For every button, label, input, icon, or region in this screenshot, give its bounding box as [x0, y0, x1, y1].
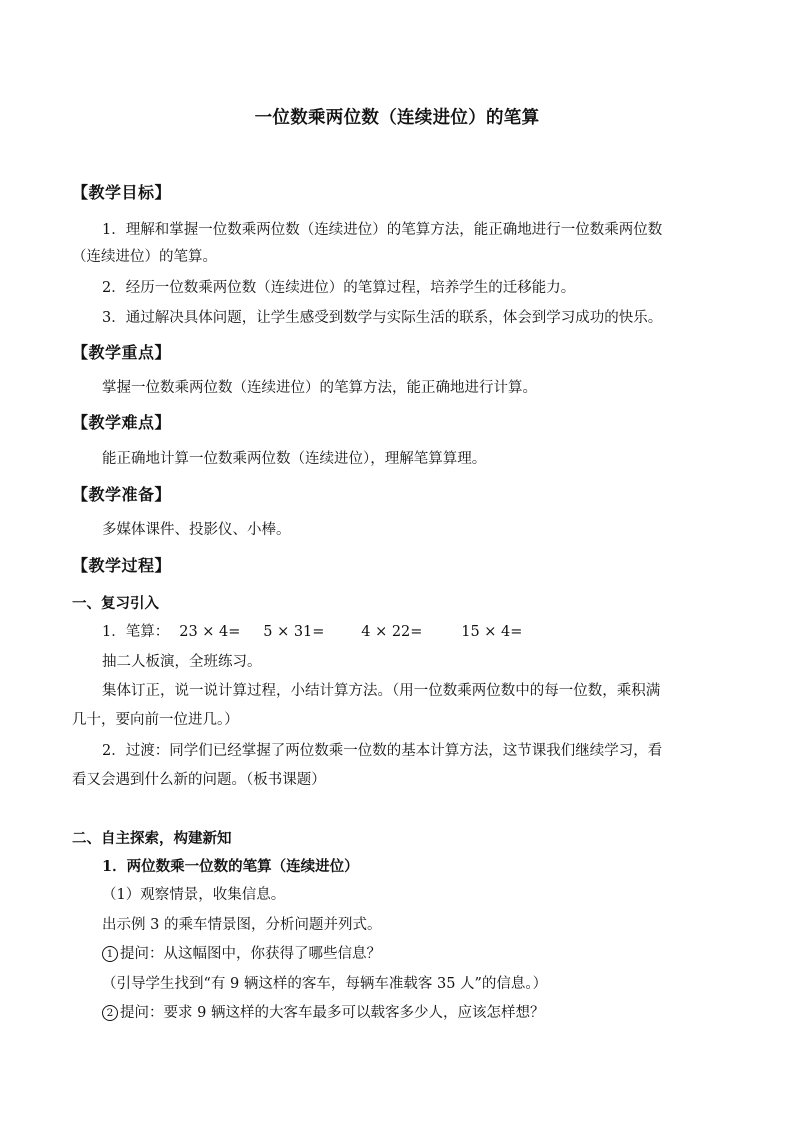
goal-item-1-line-1: 1．理解和掌握一位数乘两位数（连续进位）的笔算方法，能正确地进行一位数乘两位数: [102, 222, 663, 238]
calc-3: 4 × 22=: [361, 624, 423, 640]
section1-line-3b: 几十，要向前一位进几。）: [72, 712, 239, 728]
section1-heading: 一、复习引入: [72, 595, 159, 612]
calc-label: 1．笔算：: [102, 624, 170, 640]
goals-heading: 【教学目标】: [72, 183, 172, 202]
section1-line-3a: 集体订正，说一说计算过程，小结计算方法。（用一位数乘两位数中的每一位数，乘积满: [102, 683, 661, 699]
goal-item-3: 3．通过解决具体问题，让学生感受到数学与实际生活的联系，体会到学习成功的快乐。: [102, 310, 663, 326]
page-title: 一位数乘两位数（连续进位）的笔算: [254, 108, 540, 128]
question-1-hint: （引导学生找到“有 9 辆这样的客车，每辆车准载客 35 人”的信息。）: [102, 976, 548, 992]
circled-number-1: 1: [102, 946, 118, 962]
calc-2: 5 × 31=: [263, 624, 325, 640]
section1-line-4b: 看又会遇到什么新的问题。（板书课题）: [72, 772, 326, 788]
section1-line-2: 抽二人板演，全班练习。: [102, 654, 262, 670]
goal-item-2: 2．经历一位数乘两位数（连续进位）的笔算过程，培养学生的迁移能力。: [102, 280, 576, 296]
calc-4: 15 × 4=: [461, 624, 523, 640]
question-2-text: 提问：要求 9 辆这样的大客车最多可以载客多少人，应该怎样想？: [120, 1005, 545, 1021]
preparation-heading: 【教学准备】: [72, 485, 172, 504]
key-points-heading: 【教学重点】: [72, 343, 172, 362]
difficulties-heading: 【教学难点】: [72, 413, 172, 432]
calc-row: [102, 622, 522, 642]
section2-heading: 二、自主探索，构建新知: [72, 830, 232, 847]
question-1-text: 提问：从这幅图中，你获得了哪些信息？: [120, 946, 381, 962]
goal-item-1-line-2: （连续进位）的笔算。: [72, 249, 217, 265]
difficulties-text: 能正确地计算一位数乘两位数（连续进位），理解笔算算理。: [102, 451, 487, 467]
question-1: [102, 944, 381, 964]
section1-line-4a: 2．过渡：同学们已经掌握了两位数乘一位数的基本计算方法，这节课我们继续学习，看: [102, 743, 663, 759]
section2-line-a: 出示例 3 的乘车情景图，分析问题并列式。: [102, 917, 382, 933]
circled-number-2: 2: [102, 1005, 118, 1021]
key-points-text: 掌握一位数乘两位数（连续进位）的笔算方法，能正确地进行计算。: [102, 380, 537, 396]
calc-1: 23 × 4=: [179, 624, 241, 640]
question-2: [102, 1003, 544, 1023]
section2-step-1: （1）观察情景，收集信息。: [102, 887, 286, 903]
section2-sub-1: 1．两位数乘一位数的笔算（连续进位）: [102, 858, 359, 875]
process-heading: 【教学过程】: [72, 556, 172, 575]
preparation-text: 多媒体课件、投影仪、小棒。: [102, 522, 291, 538]
